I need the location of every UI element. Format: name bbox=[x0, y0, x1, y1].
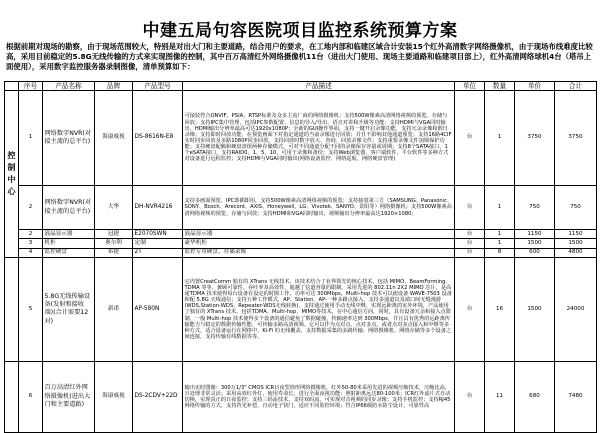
header-brand: 品牌 bbox=[95, 82, 133, 91]
row-desc: 豪华机柜 bbox=[183, 239, 455, 248]
row-model: 2T bbox=[133, 248, 183, 257]
row-brand: 海康威视 bbox=[95, 361, 133, 432]
row-name: 网络数字NVR(对接主流的总平台) bbox=[43, 186, 95, 230]
header-total: 合计 bbox=[555, 82, 597, 91]
row-total: 7480 bbox=[555, 361, 597, 432]
row-name: 网络数字NVR(对接主流的总平台) bbox=[43, 91, 95, 186]
row-brand: 奥尔利 bbox=[95, 239, 133, 248]
row-no: 3 bbox=[19, 239, 43, 248]
row-name: 百万高清红外网络摄像机(进出大门和主要道路) bbox=[43, 361, 95, 432]
budget-table bbox=[4, 81, 597, 433]
table-row bbox=[5, 239, 597, 248]
category-char: 中 bbox=[7, 174, 16, 184]
row-qty: 11 bbox=[485, 361, 515, 432]
header-name: 产品名称 bbox=[43, 82, 95, 91]
row-model: DH-NVR4216 bbox=[133, 186, 183, 230]
row-desc: 液晶显示器 bbox=[183, 230, 455, 239]
row-desc: 支持多画面预览、IPC即插即用，支持500W像素高清网络视频的预览；支持接驳第三方（SAMSUNG、Panasonic、SONY、Bosch、Arecont、AXIS、Honeywell、LG、Vivotek、SANYO、景阳等）网络摄像机；支持500W像素高清网络视频的预览、存储与回放；支持HDMI和VGA同时输出，视频输出分辨率最高达1920×1080； bbox=[183, 186, 455, 230]
row-price: 600 bbox=[515, 248, 555, 257]
header-unit: 单位 bbox=[455, 82, 485, 91]
row-name: 监控硬盘 bbox=[43, 248, 95, 257]
header-price: 单价 bbox=[515, 82, 555, 91]
row-model: DS-8616N-E8 bbox=[133, 91, 183, 186]
row-qty: 1 bbox=[485, 91, 515, 186]
row-price: 1500 bbox=[515, 239, 555, 248]
category-cell bbox=[5, 91, 19, 258]
row-price: 1150 bbox=[515, 230, 555, 239]
row-unit: 台 bbox=[455, 186, 485, 230]
row-brand: 冠捷 bbox=[95, 230, 133, 239]
row-name: 液晶显示器 bbox=[43, 230, 95, 239]
row-no: 5 bbox=[19, 257, 43, 361]
row-total: 750 bbox=[555, 186, 597, 230]
row-model: AP-580N bbox=[133, 257, 183, 361]
row-unit: 台 bbox=[455, 230, 485, 239]
row-brand: 海康威视 bbox=[95, 91, 133, 186]
category-char: 制 bbox=[7, 162, 16, 172]
category-cell-empty bbox=[5, 257, 19, 361]
row-brand: 新诺 bbox=[95, 257, 133, 361]
row-unit: 台 bbox=[455, 248, 485, 257]
row-qty: 16 bbox=[485, 257, 515, 361]
category-char: 控 bbox=[7, 150, 16, 160]
row-desc: 可接驳符合ONVIF、PSIA、RTSP标准及众多主流厂商的网络摄像机；支持500W像素高清网络视频的预览、存储与回放；支持IPC集中管理，包括IPC参数配置、信息的导入/导出、语音对讲和升级等功能；支持HDMI与VGA同时输出，HDMI输出分辨率最高可达1920x1080P；全新的GUI操作界面，支持一键开启录像功能，支持冗余录像和假日录像；支持即时回放功能，在预览画面下对指定通道的当前录像进行回放；并且不影响其他通道预览；支持16路4CIF实时同步回放及多路1080P同步回放，支持回放时数字放大、查询、回放录像文件；支持重要录像文件加锁保护功能；支持硬盘配额和硬盘盘组两种存储模式，可对不同通道分配不同的录像保存容量或周期；支持8个SATA接口、1个eSATA接口，支持RAID0、1、5、10，可用于录像和备份；支持Web浏览器、客户端软件、平台软件等多种方式对设备进行远程监控；支持HDMI与VGA同时输出(网络设备监控、网络巡航、网络硬盘管理) bbox=[183, 91, 455, 186]
row-qty: 8 bbox=[485, 248, 515, 257]
table-row bbox=[5, 248, 597, 257]
category-char: 心 bbox=[7, 186, 16, 196]
row-price: 680 bbox=[515, 361, 555, 432]
table-row bbox=[5, 230, 597, 239]
row-unit: 台 bbox=[455, 361, 485, 432]
row-brand: 大华 bbox=[95, 186, 133, 230]
row-price: 3750 bbox=[515, 91, 555, 186]
row-desc: 它内置CreatComm 独有的 XTrans 无线技术，该技术结合了业界领先的核心技术，包括 MIMO、BeamForming、TDMA 等等，兼顾可靠性、吞吐率及高效性，超越了信道容量的限制。采用先进的 802.11n 2X2 MIMO 芯片，是高通TDMA 技术使得每台设备在设定的时隙工作，功率可达 300Mbps，Multi-hop 技术可以使设备 WAVE-7503 设备和配 5.8G 天线通信；支持五种工作模式，AP、Station、AP-一种多路点接入，支持多通道以及端口间无缝漫游(WDS,Station-WDS、Repeater-WDS无线转换)，支持通过使用手动无线中继，实现远距离的室外环境，产品使用了独有的 XTrans 技术，包括TDMA、Multi-hop、MIMO等技术，在中心通信方向，同时，具有设备冗余和接入点限制，一般 Multi-hop 技术使得多个设备的通信避免了数据碰撞，传输速率达到 300Mbps，并且具有优秀的远距离传输能力与稳定的数据传输性能，可传输多路高清视频。它可以作为点对点、点对多点，或者点对多点接入和中继等多种方式，适合设备运行在网络中。Ki-Fi 的无线覆盖，支持数据采集的多路传输、网络摄像机、网络存储等多个设备之间连接，支持传输有线数据等等。 bbox=[183, 257, 455, 361]
row-no: 2 bbox=[19, 186, 43, 230]
table-row bbox=[5, 257, 597, 361]
header-no: 序号 bbox=[19, 82, 43, 91]
row-price: 1500 bbox=[515, 257, 555, 361]
table-row bbox=[5, 361, 597, 432]
row-qty: 1 bbox=[485, 239, 515, 248]
category-cell-empty bbox=[5, 361, 19, 432]
row-total: 24000 bbox=[555, 257, 597, 361]
header-qty: 数量 bbox=[485, 82, 515, 91]
row-unit: 台 bbox=[455, 257, 485, 361]
row-no: 1 bbox=[19, 91, 43, 186]
table-header-row bbox=[5, 82, 597, 91]
row-model: DS-2CDV+22D bbox=[133, 361, 183, 432]
row-no: 4 bbox=[19, 248, 43, 257]
row-price: 750 bbox=[515, 186, 555, 230]
table-row bbox=[5, 186, 597, 230]
row-desc: 输出实时图像：300万1/3" CMOS ICR日夜型筒形网络摄像机，红外50-80米采用先进的视频压缩技术，压缩比高，且处理非常灵活；采用高效红外灯，使用寿命长，进行全面夜视功能；照射距离远达80-100米；ICR红外滤片式自动切换，实现真正的日夜监控；支持三码流技术，支持双码流，可实现对音视频的同步录像；支持手机监控；支持RJ45网络传输的方式，支持背光补偿，自动电子快门，适应不同监控环境；符合IP66级防水防尘设计，可靠性高 bbox=[183, 361, 455, 432]
header-desc: 产品描述 bbox=[183, 82, 455, 91]
row-total: 3750 bbox=[555, 91, 597, 186]
row-qty: 1 bbox=[485, 186, 515, 230]
row-desc: 监控专用硬盘，存储录像 bbox=[183, 248, 455, 257]
intro-paragraph: 根据前期对现场的勘察，由于现场范围较大，特别是对出大门和主要道路，结合用户的要求，在工地内部和临建区域合计安装15个红外高清数字网络摄像机，由于现场布线难度比较高，采用目前稳定的5.8G无线传输的方式来实现图像的控制，其中百万高清红外网络摄像机11台（进出大门使用、现场主要道路和临建项目部上），红外高清网络球机4台（塔吊上面使用），采用数字监控服务器录制图像，清单预算如下： bbox=[6, 42, 593, 72]
row-unit: 台 bbox=[455, 239, 485, 248]
table-row bbox=[5, 91, 597, 186]
row-unit: 台 bbox=[455, 91, 485, 186]
row-model: E2070SWN bbox=[133, 230, 183, 239]
document-title: 中建五局句容医院项目监控系统预算方案 bbox=[142, 21, 458, 41]
row-total: 4800 bbox=[555, 248, 597, 257]
row-brand: 希捷 bbox=[95, 248, 133, 257]
row-no: 2 bbox=[19, 230, 43, 239]
row-no: 6 bbox=[19, 361, 43, 432]
row-name: 机柜 bbox=[43, 239, 95, 248]
header-model: 产品型号 bbox=[133, 82, 183, 91]
row-total: 1500 bbox=[555, 239, 597, 248]
row-name: 5.8G无线传输设备(发射和接收端)(合计需要12对) bbox=[43, 257, 95, 361]
row-model: 定制 bbox=[133, 239, 183, 248]
row-qty: 1 bbox=[485, 230, 515, 239]
row-total: 1150 bbox=[555, 230, 597, 239]
header-category bbox=[5, 82, 19, 91]
